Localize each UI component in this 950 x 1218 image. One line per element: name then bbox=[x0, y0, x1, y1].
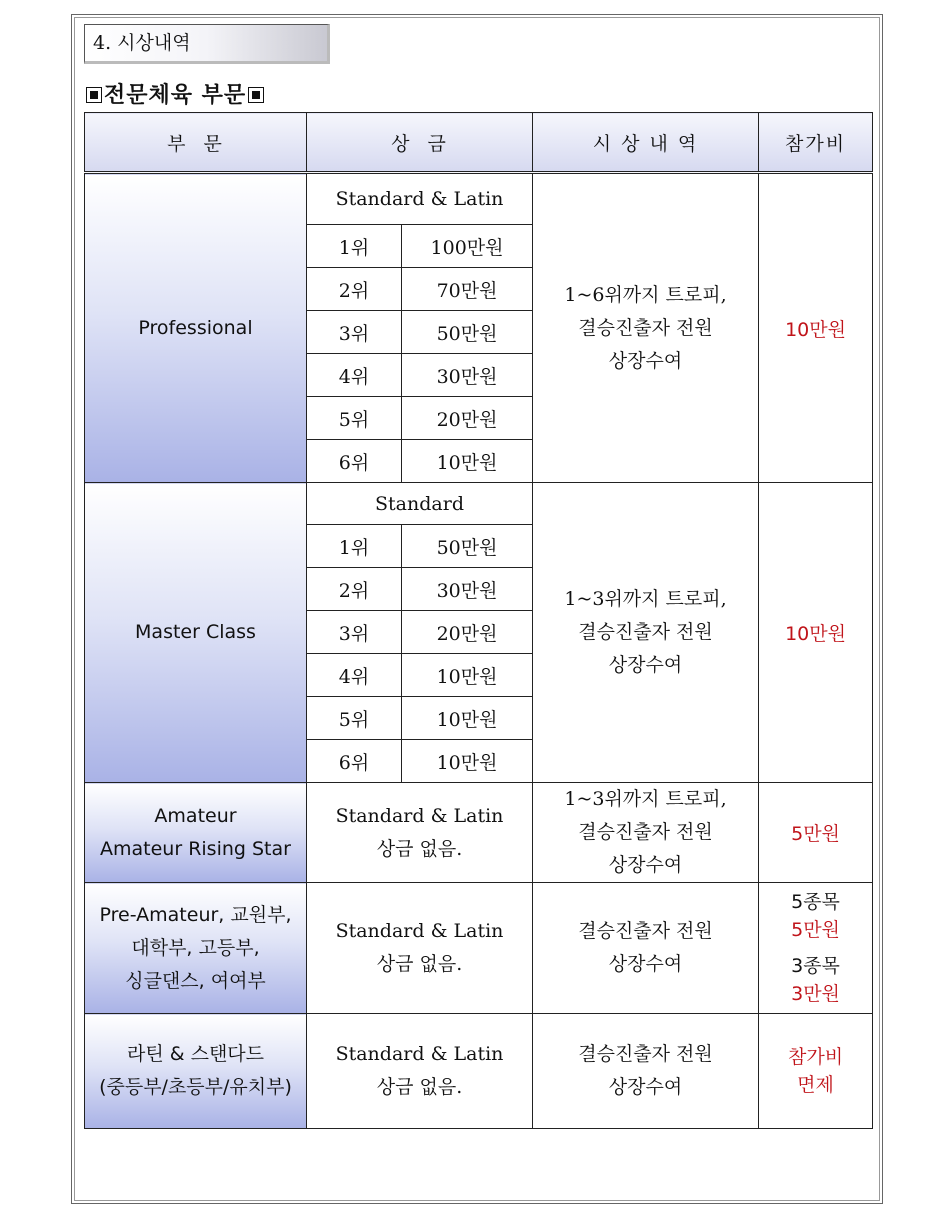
fee-line: 참가비 bbox=[787, 1046, 844, 1068]
square-bullet-icon bbox=[248, 87, 264, 103]
table-row bbox=[85, 883, 873, 1014]
award-line: 상장수여 bbox=[608, 854, 683, 876]
header-prize: 상 금 bbox=[307, 113, 533, 173]
header-award: 시 상 내 역 bbox=[533, 113, 759, 173]
award-line: 상장수여 bbox=[608, 349, 683, 372]
division-master-class: Master Class bbox=[85, 483, 307, 783]
division-line: (중등부/초등부/유치부) bbox=[99, 1076, 292, 1098]
award-cell bbox=[533, 173, 759, 483]
division-line: 라틴 & 스탠다드 bbox=[126, 1043, 265, 1065]
fee-cell: 10만원 bbox=[759, 483, 873, 783]
header-row bbox=[85, 113, 873, 173]
division-youth bbox=[85, 1014, 307, 1129]
division-professional: Professional bbox=[85, 173, 307, 483]
prize-cell: 30만원 bbox=[402, 354, 533, 397]
fee-amount: 3만원 bbox=[791, 983, 840, 1005]
award-line: 상장수여 bbox=[608, 953, 683, 975]
rank-cell: 3위 bbox=[307, 311, 402, 354]
award-line: 결승진출자 전원 bbox=[578, 316, 713, 339]
prize-line: 상금 없음. bbox=[376, 1076, 463, 1098]
prize-cell: 50만원 bbox=[402, 525, 533, 568]
prize-cell: 30만원 bbox=[402, 568, 533, 611]
award-cell bbox=[533, 883, 759, 1014]
prize-line: Standard & Latin bbox=[335, 920, 504, 942]
rank-cell: 6위 bbox=[307, 740, 402, 783]
subtitle-text: 전문체육 부문 bbox=[104, 83, 247, 108]
rank-cell: 4위 bbox=[307, 354, 402, 397]
section-title: 4. 시상내역 bbox=[84, 24, 330, 64]
division-line: Amateur bbox=[154, 804, 237, 827]
header-division: 부 문 bbox=[85, 113, 307, 173]
prize-line: Standard & Latin bbox=[335, 1043, 504, 1065]
category-cell: Standard bbox=[307, 483, 533, 525]
award-cell bbox=[533, 783, 759, 883]
rank-cell: 2위 bbox=[307, 568, 402, 611]
award-line: 상장수여 bbox=[608, 654, 683, 676]
prize-line: Standard & Latin bbox=[335, 804, 504, 827]
prize-cell: 10만원 bbox=[402, 740, 533, 783]
rank-cell: 1위 bbox=[307, 225, 402, 268]
division-pre-amateur bbox=[85, 883, 307, 1014]
prize-line: 상금 없음. bbox=[376, 953, 463, 975]
table-row bbox=[85, 483, 873, 525]
award-line: 결승진출자 전원 bbox=[578, 1043, 713, 1065]
prize-cell: 10만원 bbox=[402, 654, 533, 697]
award-line: 결승진출자 전원 bbox=[578, 920, 713, 942]
award-line: 1~3위까지 트로피, bbox=[564, 788, 727, 810]
table-row bbox=[85, 1014, 873, 1129]
division-line: Pre-Amateur, 교원부, bbox=[99, 903, 292, 926]
division-line: Amateur Rising Star bbox=[100, 837, 291, 860]
award-line: 결승진출자 전원 bbox=[578, 621, 713, 643]
square-bullet-icon bbox=[86, 87, 102, 103]
rank-cell: 4위 bbox=[307, 654, 402, 697]
prize-line: 상금 없음. bbox=[376, 837, 463, 860]
award-line: 1~6위까지 트로피, bbox=[564, 283, 727, 306]
award-line: 결승진출자 전원 bbox=[578, 821, 713, 843]
fee-label: 3종목 bbox=[791, 955, 840, 977]
rank-cell: 3위 bbox=[307, 611, 402, 654]
fee-cell: 5만원 bbox=[759, 783, 873, 883]
prize-cell bbox=[307, 1014, 533, 1129]
category-cell: Standard & Latin bbox=[307, 173, 533, 225]
fee-label: 5종목 bbox=[791, 891, 840, 913]
prize-cell: 70만원 bbox=[402, 268, 533, 311]
rank-cell: 5위 bbox=[307, 697, 402, 740]
fee-cell: 10만원 bbox=[759, 173, 873, 483]
awards-table bbox=[84, 112, 873, 1129]
fee-cell bbox=[759, 883, 873, 1014]
prize-cell: 10만원 bbox=[402, 697, 533, 740]
prize-cell: 20만원 bbox=[402, 611, 533, 654]
award-line: 상장수여 bbox=[608, 1076, 683, 1098]
division-line: 싱글댄스, 여여부 bbox=[125, 969, 266, 992]
award-cell bbox=[533, 483, 759, 783]
award-line: 1~3위까지 트로피, bbox=[564, 588, 727, 610]
table-row bbox=[85, 173, 873, 225]
prize-cell bbox=[307, 883, 533, 1014]
division-line: 대학부, 고등부, bbox=[131, 936, 260, 959]
fee-amount: 5만원 bbox=[791, 919, 840, 941]
fee-cell bbox=[759, 1014, 873, 1129]
prize-cell: 50만원 bbox=[402, 311, 533, 354]
prize-cell: 20만원 bbox=[402, 397, 533, 440]
award-cell bbox=[533, 1014, 759, 1129]
division-amateur bbox=[85, 783, 307, 883]
rank-cell: 2위 bbox=[307, 268, 402, 311]
table-row bbox=[85, 783, 873, 883]
fee-line: 면제 bbox=[797, 1074, 834, 1096]
prize-cell: 100만원 bbox=[402, 225, 533, 268]
prize-cell: 10만원 bbox=[402, 440, 533, 483]
rank-cell: 6위 bbox=[307, 440, 402, 483]
rank-cell: 5위 bbox=[307, 397, 402, 440]
prize-cell bbox=[307, 783, 533, 883]
subtitle bbox=[84, 78, 266, 109]
header-fee: 참가비 bbox=[759, 113, 873, 173]
rank-cell: 1위 bbox=[307, 525, 402, 568]
